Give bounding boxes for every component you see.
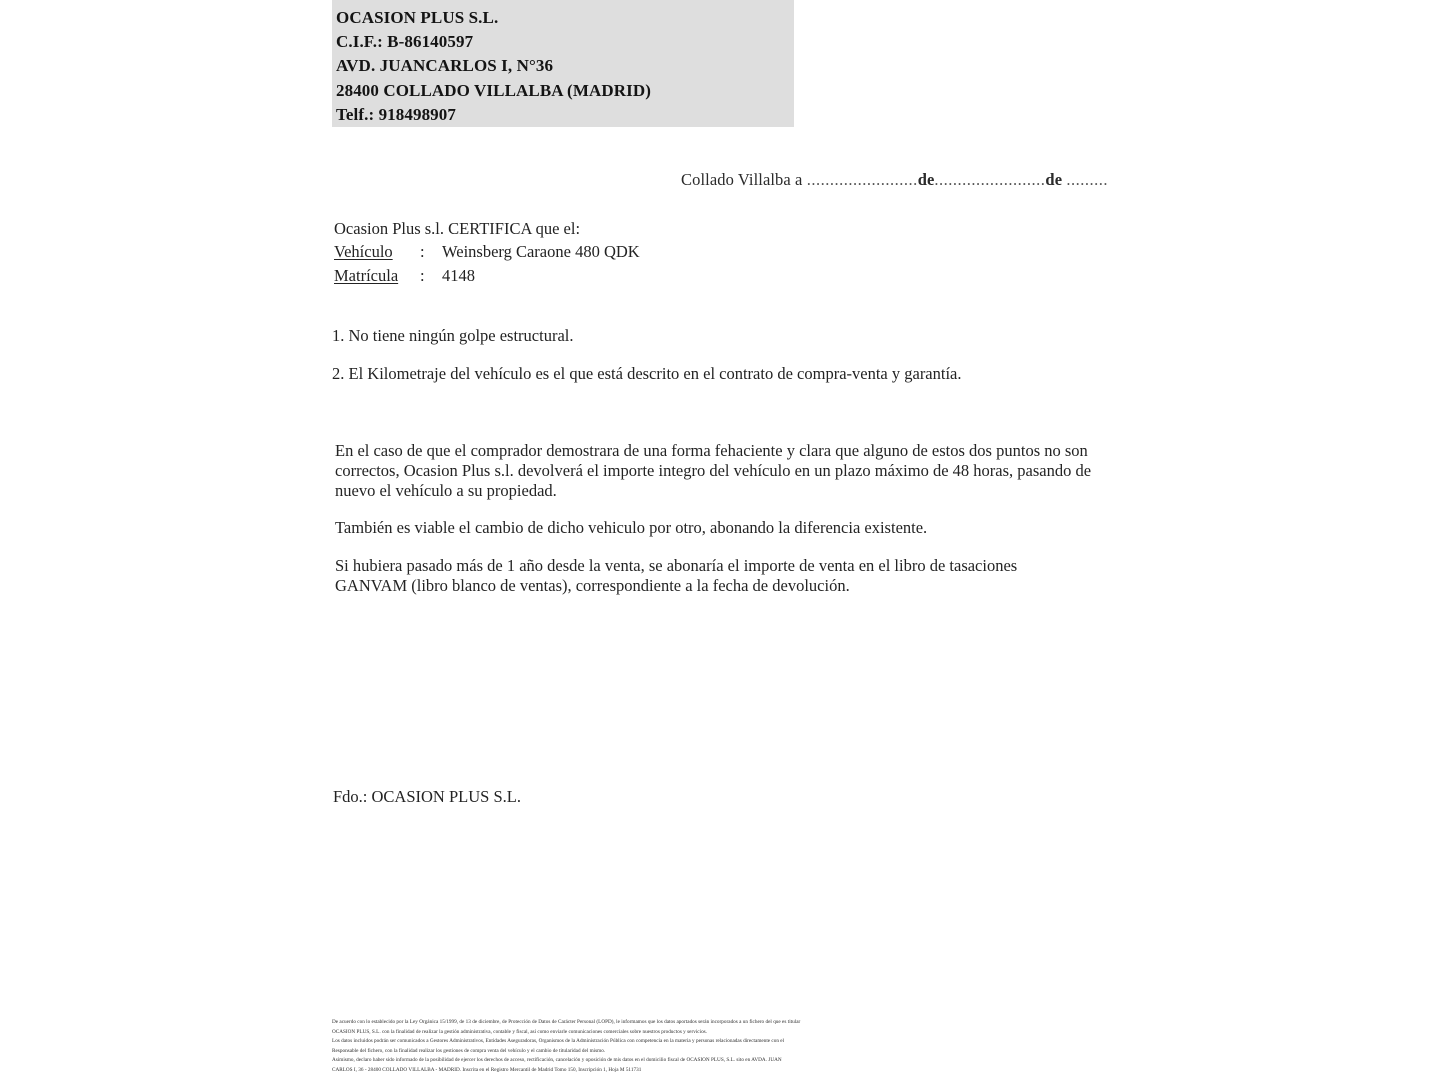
ganvam-paragraph: Si hubiera pasado más de 1 año desde la venta, se abonaría el importe de venta en el libro de tasaciones GANVAM (libro blanco de ventas), correspondiente a la fecha de devolución. bbox=[335, 556, 1018, 596]
legal-notice bbox=[332, 1018, 1107, 1076]
vehicle-label: Vehículo bbox=[334, 242, 393, 261]
date-line-prefix: Collado Villalba a bbox=[681, 170, 803, 189]
date-month-blank: ........................ bbox=[934, 170, 1046, 189]
legal-line-6: CARLOS I, 36 - 28400 COLLADO VILLALBA - MADRID. Inscrita en el Registro Mercantil de Madrid Tomo 150, Inscripción 1, Hoja M 511731 bbox=[332, 1066, 642, 1073]
vehicle-separator: : bbox=[420, 242, 425, 261]
date-de-1: de bbox=[917, 170, 935, 189]
date-de-2: de bbox=[1045, 170, 1063, 189]
date-year-blank: ......... bbox=[1066, 170, 1108, 189]
plate-separator: : bbox=[420, 266, 425, 285]
signature-line: Fdo.: OCASION PLUS S.L. bbox=[333, 787, 521, 806]
company-cif: C.I.F.: B-86140597 bbox=[336, 32, 474, 52]
certified-point-2: 2. El Kilometraje del vehículo es el que está descrito en el contrato de compra-venta y garantía. bbox=[332, 364, 962, 383]
legal-line-5: Asimismo, declaro haber sido informado de la posibilidad de ejercer los derechos de acceso, rectificación, cancelación y oposición de mis datos en el domicilio fiscal de OCASION PLUS, S.L. sito en AVDA. JUAN bbox=[332, 1057, 782, 1064]
plate-row bbox=[334, 264, 475, 288]
company-phone: Telf.: 918498907 bbox=[336, 104, 456, 124]
vehicle-row bbox=[334, 240, 640, 264]
refund-paragraph: En el caso de que el comprador demostrara de una forma fehaciente y clara que alguno de estos dos puntos no son correctos, Ocasion Plus s.l. devolverá el importe integro del vehículo en un plazo máximo de 48 horas, pasando de nuevo el vehículo a su propiedad. bbox=[335, 441, 1092, 501]
legal-line-1: De acuerdo con lo establecido por la Ley Orgánica 15/1999, de 13 de diciembre, de Protección de Datos de Carácter Personal (LOPD), le informamos que los datos aportados serán incorporados a un fichero del que es titular bbox=[332, 1019, 801, 1025]
certifies-intro: Ocasion Plus s.l. CERTIFICA que el: bbox=[334, 219, 581, 238]
plate-value: 4148 bbox=[442, 266, 475, 285]
date-line bbox=[681, 170, 1108, 190]
company-header-block bbox=[332, 0, 794, 127]
company-address: AVD. JUANCARLOS I, N°36 bbox=[336, 56, 554, 76]
company-name: OCASION PLUS S.L. bbox=[336, 8, 499, 27]
exchange-paragraph: También es viable el cambio de dicho vehiculo por otro, abonando la diferencia existente. bbox=[335, 518, 928, 537]
vehicle-value: Weinsberg Caraone 480 QDK bbox=[442, 242, 640, 261]
plate-label: Matrícula bbox=[334, 266, 399, 285]
date-day-blank: ........................ bbox=[806, 170, 918, 189]
legal-line-3: Los datos incluidos podrán ser comunicados a Gestores Administrativos, Entidades Aseguradoras, Organismos de la Administración Pública con competencia en la materia y personas relacionadas directamente con el bbox=[332, 1038, 785, 1045]
company-city: 28400 COLLADO VILLALBA (MADRID) bbox=[336, 80, 651, 100]
legal-line-2: OCASION PLUS, S.L. con la finalidad de realizar la gestión administrativa, contable y fiscal, así como enviarle comunicaciones comerciales sobre nuestros productos y servicios. bbox=[332, 1028, 708, 1035]
certified-point-1: 1. No tiene ningún golpe estructural. bbox=[332, 326, 574, 345]
legal-line-4: Responsable del fichero, con la finalidad realizar los gestiones de compra venta del vehículo y el cambio de titularidad del mismo. bbox=[332, 1047, 606, 1054]
